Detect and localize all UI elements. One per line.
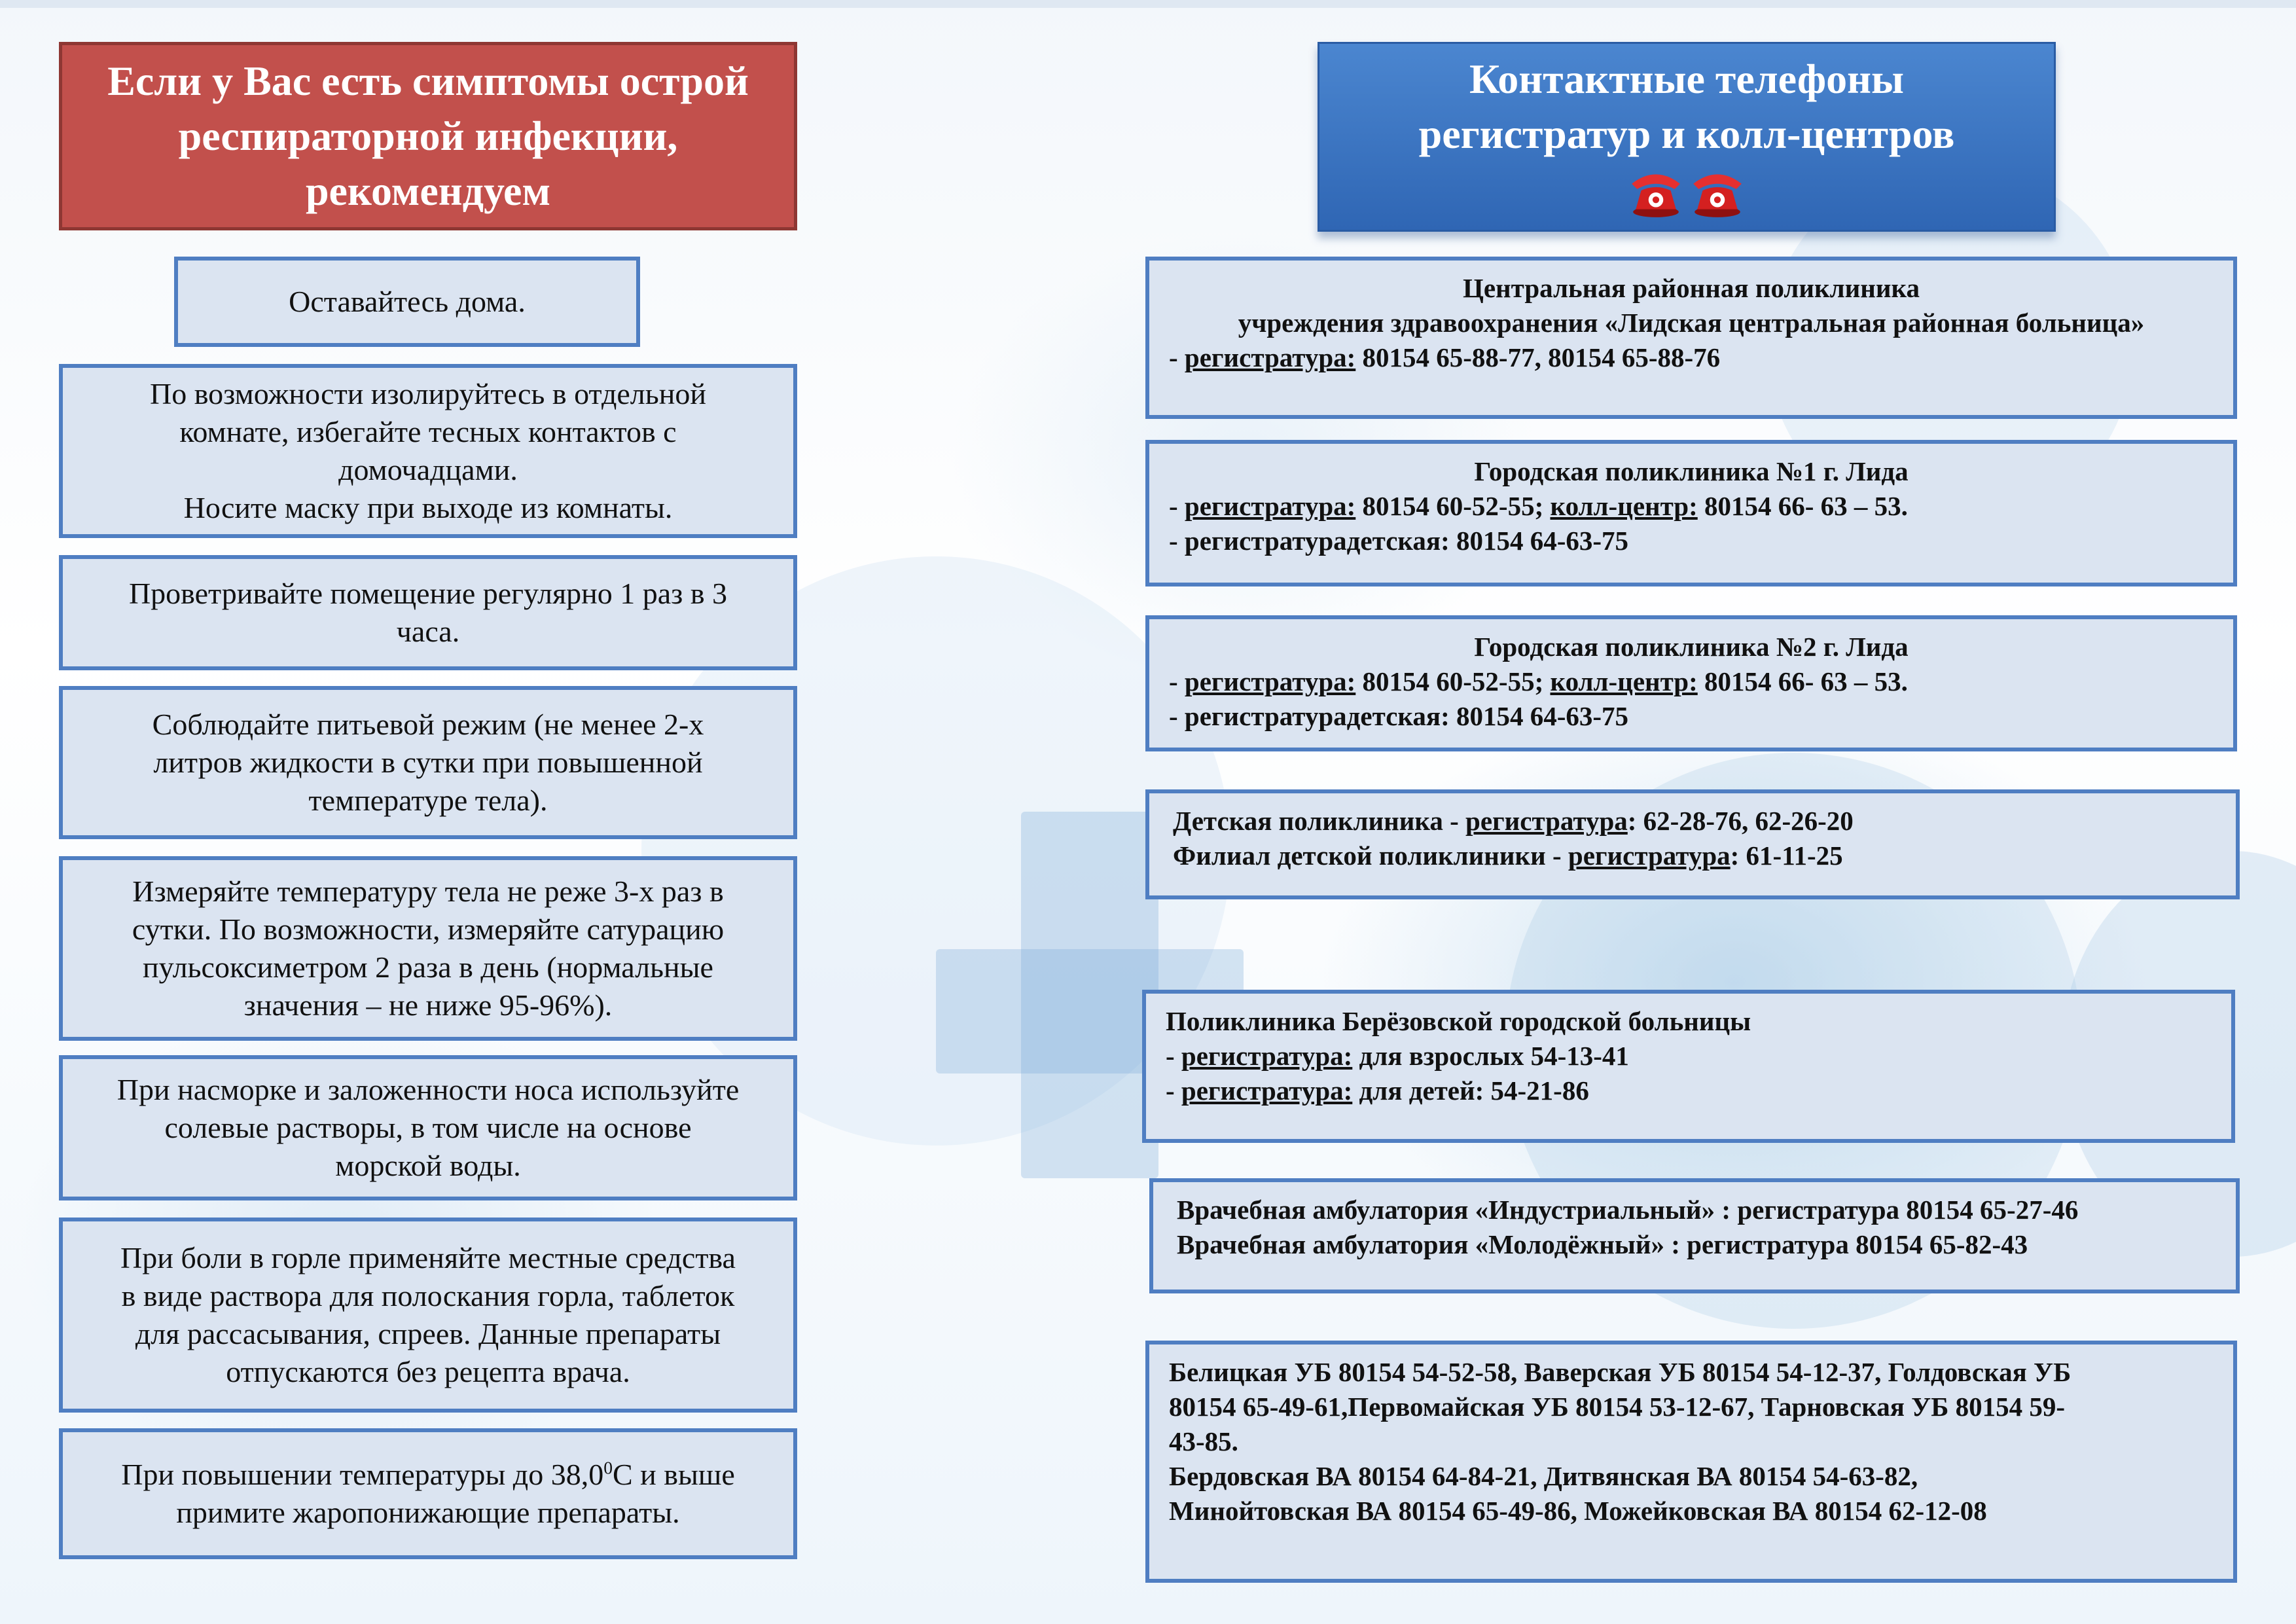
call-center-number: 80154 66- 63 – 53. xyxy=(1697,491,1908,521)
tip-ventilate xyxy=(59,555,797,670)
contact-clinic-1 xyxy=(1145,440,2237,586)
tip-line xyxy=(121,1456,735,1494)
tip-line: Соблюдайте питьевой режим (не менее 2-х xyxy=(152,708,704,741)
header-line: рекомендуем xyxy=(305,168,551,214)
tip-nose xyxy=(59,1055,797,1200)
top-stripe xyxy=(0,0,2296,8)
kids-registry-line: - регистратурадетская: 80154 64-63-75 xyxy=(1169,701,1629,731)
registry-number: 80154 60-52-55; xyxy=(1355,491,1551,521)
tip-line: Проветривайте помещение регулярно 1 раз в 3 xyxy=(128,577,728,610)
kids-branch-name: Филиал детской поликлиники - xyxy=(1173,840,1568,871)
tip-drinking xyxy=(59,686,797,839)
tip-stay-home xyxy=(174,257,640,347)
clinic-subtitle: учреждения здравоохранения «Лидская центральная районная больница» xyxy=(1238,308,2145,338)
kids-branch-line xyxy=(1173,839,2216,873)
clinic-title: Центральная районная поликлиника xyxy=(1462,273,1920,303)
rural-line: 80154 65-49-61,Первомайская УБ 80154 53-12-67, Тарновская УБ 80154 59- xyxy=(1169,1392,2066,1422)
tip-temperature xyxy=(59,856,797,1041)
tip-line: При боли в горле применяйте местные средства xyxy=(120,1241,736,1274)
contacts-header xyxy=(1318,42,2056,232)
registry-adults-line xyxy=(1166,1039,2212,1074)
rural-line: 43-85. xyxy=(1169,1426,1238,1456)
tip-throat xyxy=(59,1218,797,1413)
tip-line: в виде раствора для полоскания горла, таблеток xyxy=(121,1279,735,1312)
dash: - xyxy=(1166,1075,1181,1106)
ambulatory-line: Врачебная амбулатория «Молодёжный» : регистратура 80154 65-82-43 xyxy=(1177,1229,2028,1259)
rural-line: Минойтовская ВА 80154 65-49-86, Можейковская ВА 80154 62-12-08 xyxy=(1169,1496,1987,1526)
call-center-label: колл-центр: xyxy=(1550,666,1698,696)
clinic-title: Городская поликлиника №2 г. Лида xyxy=(1474,632,1909,662)
kids-clinic-name: Детская поликлиника - xyxy=(1173,806,1466,836)
dash: - xyxy=(1169,342,1185,372)
tip-text: При повышении температуры до 38,0 xyxy=(121,1458,604,1491)
registry-label: регистратура: xyxy=(1184,342,1356,372)
call-center-number: 80154 66- 63 – 53. xyxy=(1697,666,1908,696)
degree-superscript: 0 xyxy=(603,1457,613,1478)
symptoms-header xyxy=(59,42,797,230)
registry-number: 80154 60-52-55; xyxy=(1355,666,1551,696)
header-line: Если у Вас есть симптомы острой xyxy=(107,58,749,104)
contact-rural-hospitals xyxy=(1145,1341,2237,1583)
registry-number: для детей: 54-21-86 xyxy=(1352,1075,1589,1106)
rural-line: Белицкая УБ 80154 54-52-58, Ваверская УБ 80154 54-12-37, Голдовская УБ xyxy=(1169,1357,2072,1387)
registry-children-line xyxy=(1166,1074,2212,1108)
clinic-title: Городская поликлиника №1 г. Лида xyxy=(1474,456,1909,486)
tip-isolate xyxy=(59,364,797,538)
rural-line: Бердовская ВА 80154 64-84-21, Дитвянская ВА 80154 54-63-82, xyxy=(1169,1461,1918,1491)
tip-line: домочадцами. xyxy=(338,453,518,486)
header-line: регистратур и колл-центров xyxy=(1418,111,1955,157)
contact-central-clinic xyxy=(1145,257,2237,419)
tip-line: примите жаропонижающие препараты. xyxy=(176,1496,680,1529)
contact-clinic-2 xyxy=(1145,615,2237,751)
tip-line: часа. xyxy=(396,615,460,648)
contact-ambulatories xyxy=(1149,1178,2240,1293)
registry-label: регистратура: xyxy=(1181,1075,1353,1106)
tip-line: Измеряйте температуру тела не реже 3-х раз в xyxy=(132,875,724,908)
registry-label: регистратура: xyxy=(1181,1041,1353,1071)
contact-berezovka-clinic xyxy=(1142,990,2235,1143)
tip-line: отпускаются без рецепта врача. xyxy=(226,1355,630,1388)
phone-icon xyxy=(1691,164,1744,220)
registry-numbers: 80154 65-88-77, 80154 65-88-76 xyxy=(1355,342,1721,372)
tip-line: Носите маску при выходе из комнаты. xyxy=(183,491,673,524)
tip-line: солевые растворы, в том числе на основе xyxy=(164,1111,692,1144)
tip-text: Оставайтесь дома. xyxy=(289,285,526,318)
contact-kids-clinic xyxy=(1145,789,2240,899)
tip-line: По возможности изолируйтесь в отдельной xyxy=(150,377,706,410)
tip-line: сутки. По возможности, измеряйте сатурацию xyxy=(132,912,725,946)
registry-numbers: : 62-28-76, 62-26-20 xyxy=(1627,806,1854,836)
dash: - xyxy=(1166,1041,1181,1071)
tip-line: литров жидкости в сутки при повышенной xyxy=(153,746,703,779)
tip-line: для рассасывания, спреев. Данные препараты xyxy=(135,1317,721,1350)
ambulatory-line: Врачебная амбулатория «Индустриальный» : регистратура 80154 65-27-46 xyxy=(1177,1195,2079,1225)
kids-registry-line: - регистратурадетская: 80154 64-63-75 xyxy=(1169,526,1629,556)
dash: - xyxy=(1169,491,1185,521)
registry-label: регистратура: xyxy=(1184,666,1356,696)
tip-line: пульсоксиметром 2 раза в день (нормальные xyxy=(143,950,713,984)
registry-label: регистратура: xyxy=(1184,491,1356,521)
tip-line: морской воды. xyxy=(335,1149,521,1182)
registry-numbers: : 61-11-25 xyxy=(1730,840,1843,871)
registry-line xyxy=(1169,340,2214,375)
kids-clinic-line xyxy=(1173,804,2216,839)
registry-label: регистратура xyxy=(1568,840,1731,871)
tip-line: комнате, избегайте тесных контактов с xyxy=(179,415,677,448)
tip-text: С и выше xyxy=(613,1458,735,1491)
tip-line: температуре тела). xyxy=(308,784,548,817)
call-center-label: колл-центр: xyxy=(1550,491,1698,521)
phone-icons xyxy=(1629,162,1744,222)
header-line: Контактные телефоны xyxy=(1469,56,1904,102)
tip-line: При насморке и заложенности носа используйте xyxy=(117,1073,740,1106)
registry-line xyxy=(1169,664,2214,699)
registry-line xyxy=(1169,489,2214,524)
clinic-title: Поликлиника Берёзовской городской больницы xyxy=(1166,1006,1751,1036)
header-line: респираторной инфекции, xyxy=(178,113,678,159)
tip-line: значения – не ниже 95-96%). xyxy=(243,988,613,1022)
tip-fever xyxy=(59,1428,797,1559)
dash: - xyxy=(1169,666,1185,696)
phone-icon xyxy=(1629,164,1683,220)
registry-number: для взрослых 54-13-41 xyxy=(1352,1041,1629,1071)
registry-label: регистратура xyxy=(1465,806,1628,836)
